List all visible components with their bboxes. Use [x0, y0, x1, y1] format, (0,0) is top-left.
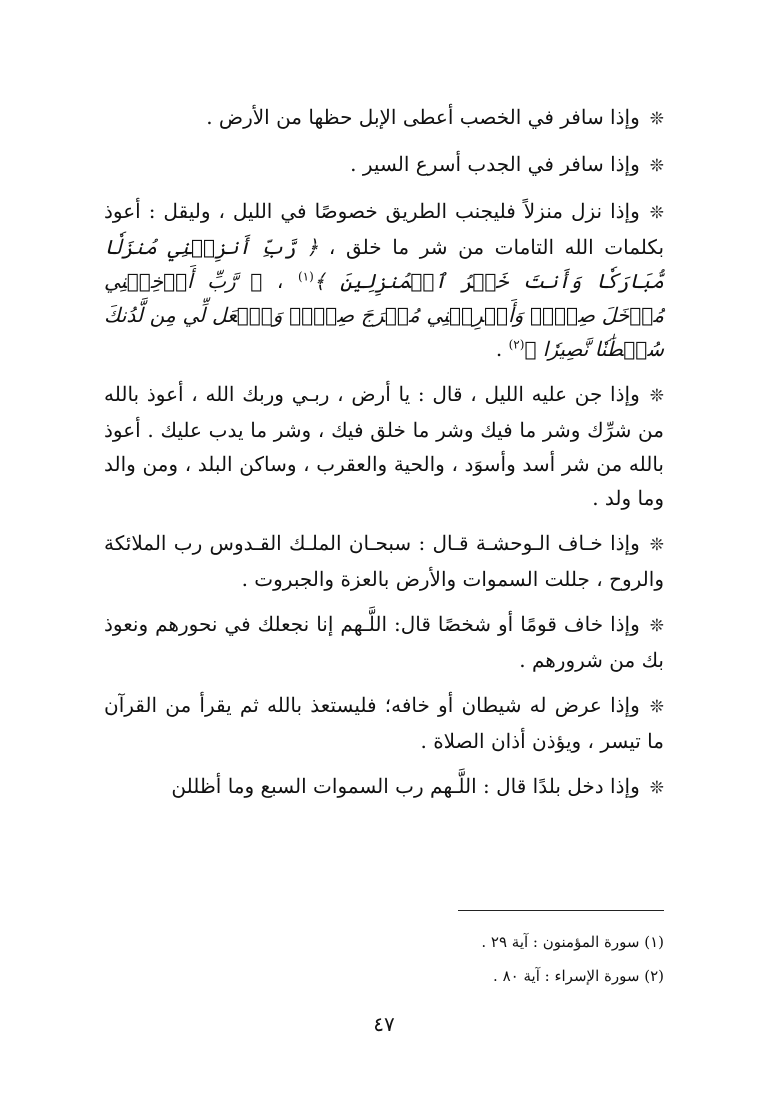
footnotes: [300, 925, 664, 993]
asterism-icon: ❊: [649, 778, 664, 798]
paragraph-text: وإذا سافر في الجدب أسرع السير .: [350, 152, 640, 176]
paragraph-2: [104, 147, 664, 183]
asterism-icon: ❊: [649, 386, 664, 406]
paragraph-text: وإذا نزل منزلاً فليجنب الطريق خصوصًا في الليل ، وليقل : أعوذ بكلمات الله التامات من شر ما خلق ،: [104, 199, 665, 259]
paragraph-8: [104, 769, 664, 805]
paragraph-4: [104, 377, 664, 515]
footnote-number: (٢): [644, 967, 664, 985]
footnote-number: (١): [644, 933, 664, 951]
quran-verse-2: ﴿ رَّبِّ أَدۡخِلۡنِي مُدۡخَلَ صِدۡقٖ وَأَخۡرِجۡنِي مُخۡرَجَ صِدۡقٖ وَٱجۡعَل لِّي مِن لَّدُنكَ سُلۡطَٰنٗا نَّصِيرٗا ﴾: [104, 269, 664, 361]
footnote-text: سورة الإسراء : آية ٨٠ .: [493, 967, 640, 985]
paragraph-1: [104, 100, 664, 136]
paragraph-7: [104, 688, 664, 758]
paragraph-5: [104, 526, 664, 596]
page-number: ٤٧: [373, 1012, 395, 1036]
paragraph-text: وإذا جن عليه الليل ، قال : يا أرض ، ربـي وربك الله ، أعوذ بالله من شرِّك وشر ما فيك وشر ما خلق فيك ، وشر ما يدب عليك . أعوذ بالله من شر أسد وأسوَد ، والحية والعقرب ، وساكن البلد ، ومن والد وما ولد .: [104, 382, 664, 510]
asterism-icon: ❊: [649, 535, 664, 555]
asterism-icon: ❊: [649, 109, 664, 129]
paragraph-text: وإذا خاف قومًا أو شخصًا قال: اللَّـهم إنا نجعلك في نحورهم ونعوذ بك من شرورهم .: [104, 612, 664, 672]
footnote-1: [300, 925, 664, 959]
separator: ،: [276, 269, 284, 293]
footnote-divider: [458, 910, 664, 911]
quran-verse-1: ﴿ رَّبِّ أَنزِلۡنِي مُنزَلٗا مُّبَارَكٗا وَأَنتَ خَيۡرُ ٱلۡمُنزِلِينَ ﴾: [104, 235, 665, 293]
asterism-icon: ❊: [649, 203, 664, 223]
asterism-icon: ❊: [649, 156, 664, 176]
asterism-icon: ❊: [649, 697, 664, 717]
main-text: [104, 100, 664, 816]
footnote-ref-1: (١): [297, 269, 314, 284]
paragraph-text: وإذا سافر في الخصب أعطى الإبل حظها من الأرض .: [206, 105, 640, 129]
sentence-end: .: [495, 337, 503, 361]
footnote-ref-2: (٢): [508, 337, 525, 352]
footnote-text: سورة المؤمنون : آية ٢٩ .: [481, 933, 640, 951]
asterism-icon: ❊: [649, 616, 664, 636]
paragraph-text: وإذا دخل بلدًا قال : اللَّـهم رب السموات السبع وما أظللن: [171, 774, 640, 798]
footnote-2: [300, 959, 664, 993]
paragraph-6: [104, 607, 664, 677]
paragraph-3: [104, 194, 664, 366]
paragraph-text: وإذا خـاف الـوحشـة قـال : سبحـان الملـك القـدوس رب الملائكة والروح ، جللت السموات والأرض بالعزة والجبروت .: [104, 531, 664, 591]
paragraph-text: وإذا عرض له شيطان أو خافه؛ فليستعذ بالله ثم يقرأ من القرآن ما تيسر ، ويؤذن أذان الصلاة .: [104, 693, 664, 753]
